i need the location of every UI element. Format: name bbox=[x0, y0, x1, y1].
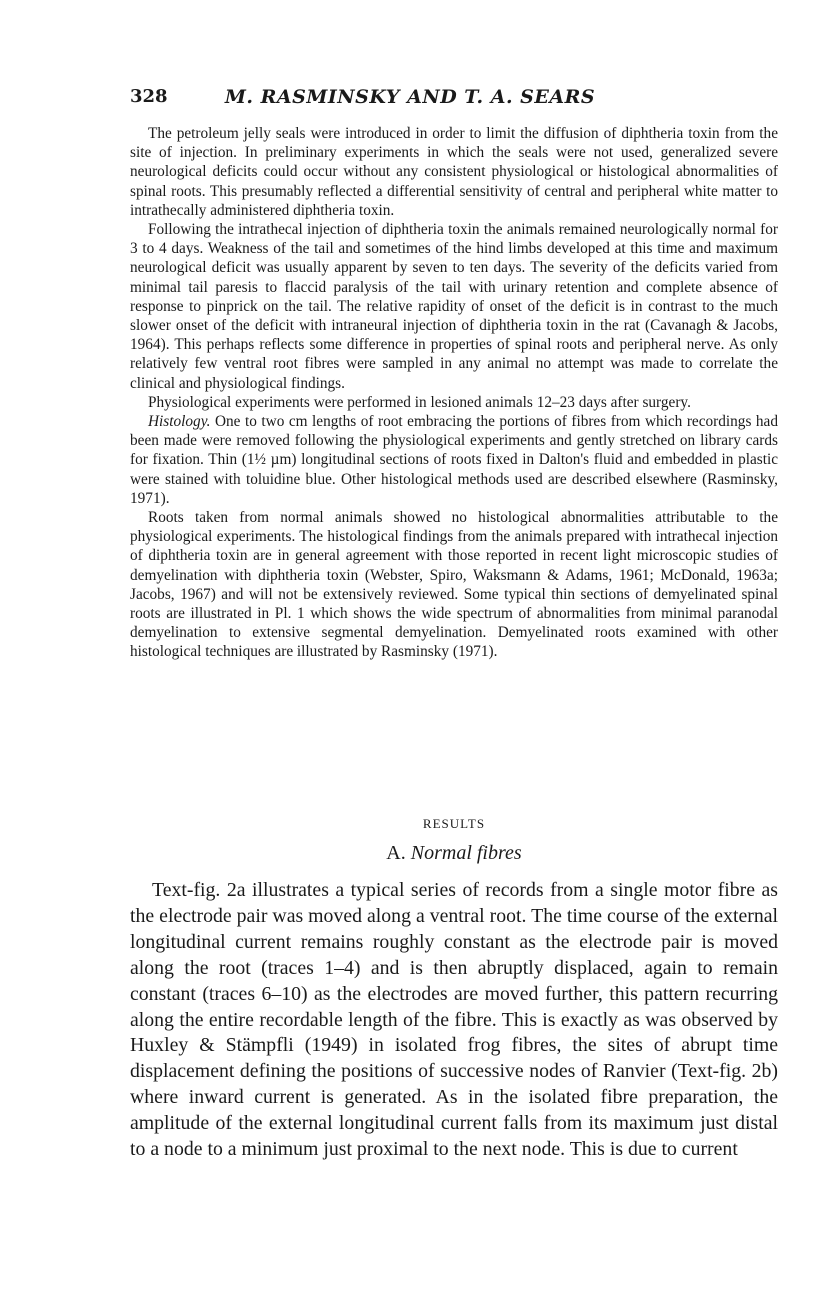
results-heading: RESULTS bbox=[422, 816, 486, 831]
section-title: Normal fibres bbox=[410, 842, 522, 864]
section-heading bbox=[130, 842, 778, 865]
paragraph-histology bbox=[130, 412, 778, 508]
paragraph-physiology: Physiological experiments were performed in lesioned animals 12–23 days after surgery. bbox=[148, 393, 691, 411]
paragraph-onset: Following the intrathecal injection of diphtheria toxin the animals remained neurologically normal for 3 to 4 days. Weakness of the tail and sometimes of the hind limbs developed at this time and maximum neurological deficit was usually apparent by seven to ten days. The severity of the deficits varied from minimal tail paresis to flaccid paralysis of the tail with urinary retention and complete absence of response to pinprick on the tail. The relative rapidity of onset of the deficit is in contrast to the much slower onset of the deficit with intraneural injection of diphtheria toxin in the rat (Cavanagh & Jacobs, 1964). This perhaps reflects some difference in properties of spinal roots and peripheral nerve. As only relatively few ventral root fibres were sampled in any animal no attempt was made to correlate the clinical and physiological findings. bbox=[130, 221, 778, 392]
page-header bbox=[130, 86, 690, 116]
methods-text bbox=[130, 124, 778, 662]
paragraph-roots: Roots taken from normal animals showed no histological abnormalities attributable to the physiological experiments. The histological findings from the animals prepared with intrathecal injection of diphtheria toxin are in general agreement with those reported in recent light microscopic studies of demyelination with diphtheria toxin (Webster, Spiro, Waksmann & Adams, 1961; McDonald, 1963a; Jacobs, 1967) and will not be extensively reviewed. Some typical thin sections of demyelinated spinal roots are illustrated in Pl. 1 which shows the wide spectrum of abnormalities from minimal paranodal demyelination to extensive segmental demyelination. Demyelinated roots examined with other histological techniques are illustrated by Rasminsky (1971). bbox=[130, 509, 778, 661]
histology-text: One to two cm lengths of root embracing the portions of fibres from which recordings had been made were removed following the physiological experiments and gently stretched on library cards for fixation. Thin (1½ µm) longitudinal sections of roots fixed in Dalton's fluid and embedded in plastic were stained with toluidine blue. Other histological methods used are described elsewhere (Rasminsky, 1971). bbox=[130, 413, 778, 507]
page-number: 328 bbox=[130, 86, 168, 107]
histology-label: Histology. bbox=[148, 413, 211, 431]
results-text bbox=[130, 878, 778, 1163]
paragraph-seals: The petroleum jelly seals were introduced in order to limit the diffusion of diphtheria toxin from the site of injection. In preliminary experiments in which the seals were not used, generalized severe neurological deficits could occur without any consistent physiological or histological abnormalities of spinal roots. This presumably reflected a differential sensitivity of central and peripheral white matter to intrathecally administered diphtheria toxin. bbox=[130, 125, 778, 219]
section-letter: A. bbox=[386, 842, 406, 864]
running-head: M. RASMINSKY AND T. A. SEARS bbox=[224, 86, 596, 108]
paragraph-normal-fibres: Text-fig. 2a illustrates a typical series of records from a single motor fibre as the electrode pair was moved along a ventral root. The time course of the external longitudinal current remains roughly constant as the electrode pair is moved along the root (traces 1–4) and is then abruptly displaced, again to remain constant (traces 6–10) as the electrodes are moved further, this pattern recurring along the entire recordable length of the fibre. This is exactly as was observed by Huxley & Stämpfli (1949) in isolated frog fibres, the sites of abrupt time displacement defining the positions of successive nodes of Ranvier (Text-fig. 2b) where inward current is generated. As in the isolated fibre preparation, the amplitude of the external longitudinal current falls from its maximum just distal to a node to a minimum just proximal to the next node. This is due to current bbox=[130, 879, 778, 1161]
